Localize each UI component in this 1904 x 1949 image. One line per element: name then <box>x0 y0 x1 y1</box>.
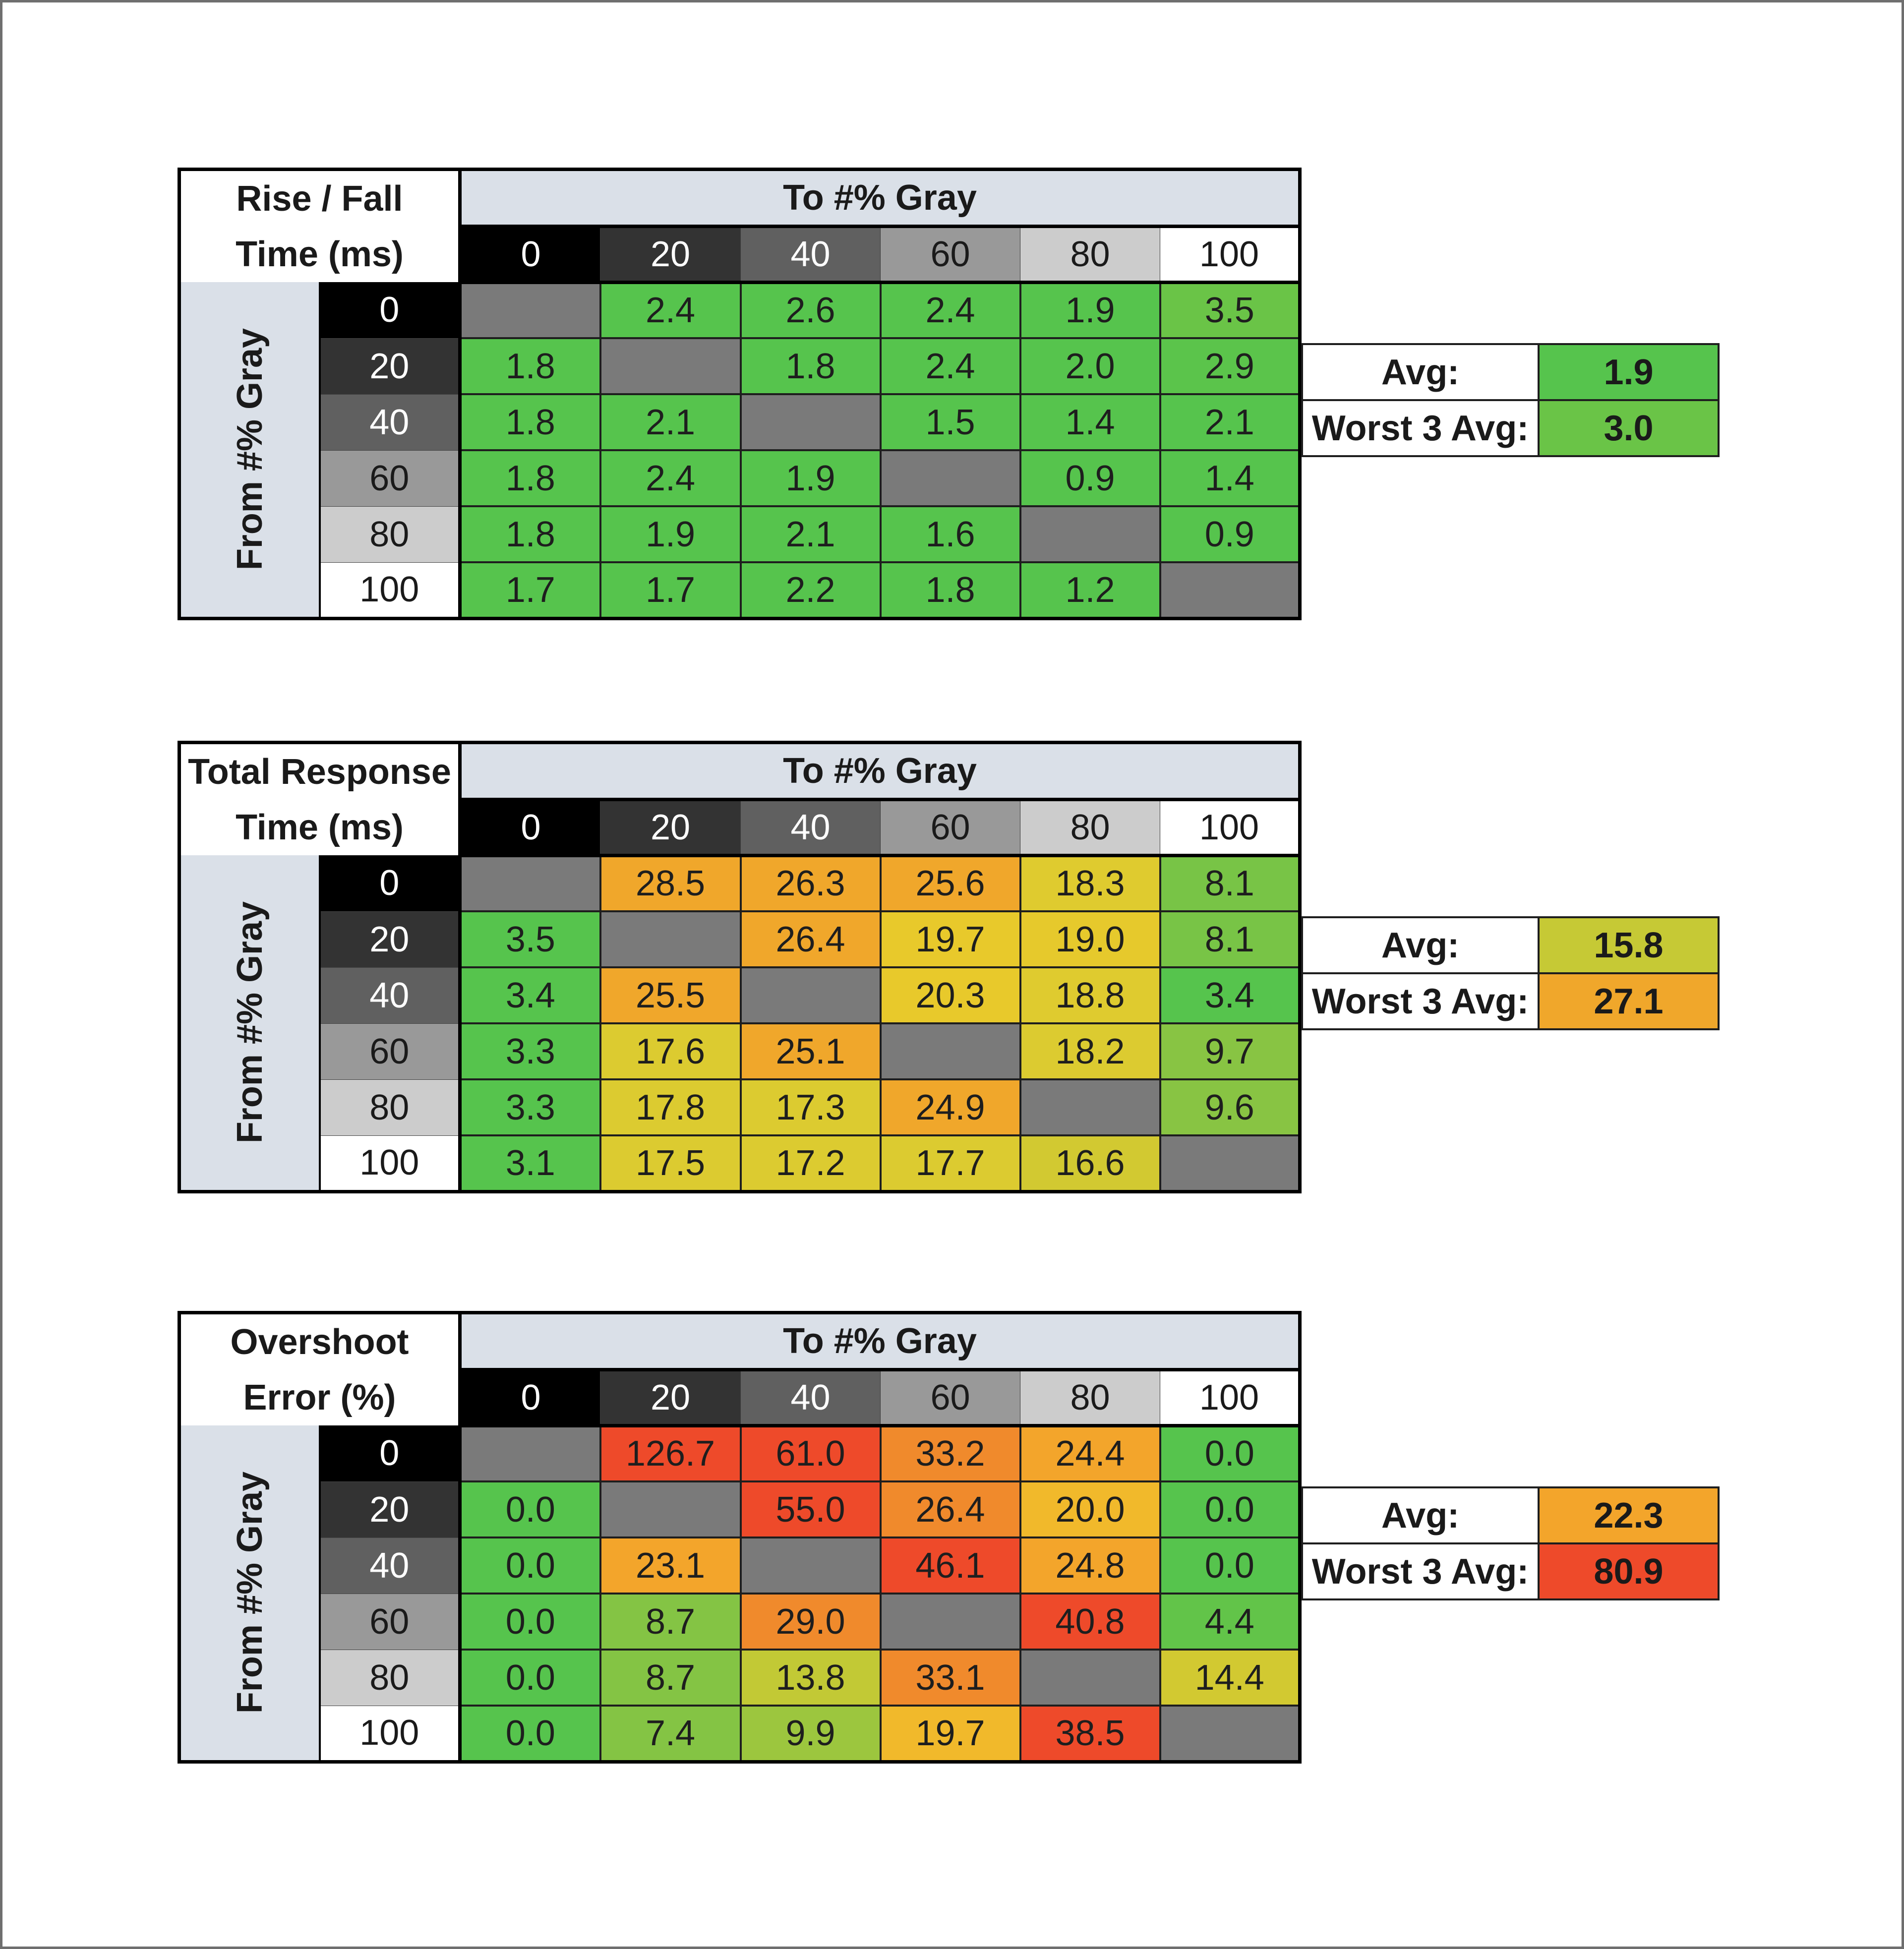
heatmap-cell: 24.4 <box>1020 1425 1160 1481</box>
heatmap-cell: 26.4 <box>881 1481 1020 1537</box>
heatmap-cell: 9.6 <box>1160 1079 1300 1135</box>
heatmap-cell: 3.5 <box>460 911 600 967</box>
heatmap-cell: 18.2 <box>1020 1023 1160 1079</box>
heatmap-cell: 0.0 <box>460 1481 600 1537</box>
from-gray-label: From #% Gray <box>230 1472 270 1714</box>
heatmap-cell: 1.9 <box>741 450 881 506</box>
heatmap-cell: 1.8 <box>460 450 600 506</box>
heatmap-cell <box>1160 1135 1300 1191</box>
heatmap-cell: 13.8 <box>741 1650 881 1706</box>
heatmap-cell: 25.1 <box>741 1023 881 1079</box>
table-title-line: Error (%) <box>243 1378 396 1417</box>
summary-value: 27.1 <box>1539 973 1719 1029</box>
heatmap-cell: 20.0 <box>1020 1481 1160 1537</box>
heatmap-cell: 29.0 <box>741 1594 881 1650</box>
heatmap-cell: 8.7 <box>600 1594 741 1650</box>
column-header: 100 <box>1160 1370 1300 1425</box>
heatmap-cell <box>1160 562 1300 618</box>
heatmap-cell: 3.3 <box>460 1079 600 1135</box>
heatmap-cell: 25.5 <box>600 967 741 1023</box>
heatmap-cell <box>460 282 600 338</box>
column-header: 0 <box>460 1370 600 1425</box>
column-header: 80 <box>1020 800 1160 855</box>
heatmap-cell <box>460 1425 600 1481</box>
heatmap-cell <box>600 911 741 967</box>
column-header: 80 <box>1020 227 1160 282</box>
table-title-line: Time (ms) <box>236 808 404 847</box>
to-gray-header: To #% Gray <box>460 170 1300 227</box>
column-header: 100 <box>1160 800 1300 855</box>
heatmap-cell: 0.0 <box>1160 1537 1300 1594</box>
heatmap-cell: 1.8 <box>460 338 600 394</box>
heatmap-cell <box>1020 1079 1160 1135</box>
summary-label: Avg: <box>1302 1487 1539 1543</box>
table-title-line: Total Response <box>188 752 451 792</box>
heatmap-cell: 8.1 <box>1160 911 1300 967</box>
heatmap-cell: 2.4 <box>600 282 741 338</box>
heatmap-cell <box>1020 506 1160 562</box>
heatmap-cell: 1.7 <box>460 562 600 618</box>
row-header: 40 <box>320 1537 460 1594</box>
heatmap-cell: 3.4 <box>1160 967 1300 1023</box>
column-header: 60 <box>881 227 1020 282</box>
heatmap-cell: 17.2 <box>741 1135 881 1191</box>
column-header: 20 <box>600 227 741 282</box>
heatmap-cell: 0.0 <box>1160 1425 1300 1481</box>
heatmap-cell <box>881 450 1020 506</box>
heatmap-cell: 1.7 <box>600 562 741 618</box>
heatmap-table <box>178 741 1302 1193</box>
heatmap-cell: 1.8 <box>460 506 600 562</box>
table-title-line: Time (ms) <box>236 235 404 274</box>
heatmap-cell: 23.1 <box>600 1537 741 1594</box>
summary-value: 3.0 <box>1539 400 1719 456</box>
row-header: 40 <box>320 967 460 1023</box>
heatmap-cell: 17.6 <box>600 1023 741 1079</box>
heatmap-cell: 17.5 <box>600 1135 741 1191</box>
heatmap-cell: 26.4 <box>741 911 881 967</box>
heatmap-cell <box>741 967 881 1023</box>
row-header: 20 <box>320 911 460 967</box>
heatmap-cell: 2.1 <box>741 506 881 562</box>
summary-table <box>1301 343 1720 457</box>
heatmap-cell: 4.4 <box>1160 1594 1300 1650</box>
row-header: 60 <box>320 1594 460 1650</box>
heatmap-cell: 2.1 <box>600 394 741 450</box>
summary-value: 80.9 <box>1539 1543 1719 1599</box>
row-header: 0 <box>320 282 460 338</box>
heatmap-cell: 1.9 <box>600 506 741 562</box>
row-header: 20 <box>320 338 460 394</box>
heatmap-cell: 1.8 <box>460 394 600 450</box>
heatmap-cell: 1.4 <box>1020 394 1160 450</box>
table-title <box>179 743 460 856</box>
heatmap-cell: 0.9 <box>1020 450 1160 506</box>
heatmap-cell <box>881 1594 1020 1650</box>
column-header: 60 <box>881 800 1020 855</box>
heatmap-cell <box>741 394 881 450</box>
heatmap-cell <box>1160 1706 1300 1762</box>
heatmap-cell: 0.0 <box>460 1537 600 1594</box>
heatmap-cell: 3.3 <box>460 1023 600 1079</box>
heatmap-cell: 17.3 <box>741 1079 881 1135</box>
column-header: 40 <box>741 1370 881 1425</box>
from-gray-label: From #% Gray <box>230 328 270 571</box>
heatmap-cell: 0.0 <box>460 1594 600 1650</box>
from-gray-header <box>179 1425 320 1762</box>
heatmap-cell: 19.0 <box>1020 911 1160 967</box>
heatmap-cell: 2.1 <box>1160 394 1300 450</box>
from-gray-header <box>179 855 320 1191</box>
summary-label: Worst 3 Avg: <box>1302 973 1539 1029</box>
heatmap-cell: 1.8 <box>741 338 881 394</box>
heatmap-cell: 1.5 <box>881 394 1020 450</box>
heatmap-cell <box>1020 1650 1160 1706</box>
heatmap-cell: 1.9 <box>1020 282 1160 338</box>
column-header: 20 <box>600 800 741 855</box>
summary-value: 15.8 <box>1539 917 1719 973</box>
heatmap-table <box>178 1311 1302 1764</box>
row-header: 0 <box>320 1425 460 1481</box>
table-title-line: Rise / Fall <box>236 179 403 219</box>
heatmap-cell: 126.7 <box>600 1425 741 1481</box>
heatmap-cell: 8.7 <box>600 1650 741 1706</box>
heatmap-cell: 1.6 <box>881 506 1020 562</box>
summary-table <box>1301 1486 1720 1600</box>
summary-label: Worst 3 Avg: <box>1302 400 1539 456</box>
row-header: 100 <box>320 562 460 618</box>
column-header: 40 <box>741 800 881 855</box>
table-title <box>179 1313 460 1426</box>
from-gray-label: From #% Gray <box>230 901 270 1144</box>
heatmap-cell: 2.6 <box>741 282 881 338</box>
heatmap-cell <box>600 1481 741 1537</box>
heatmap-cell: 25.6 <box>881 855 1020 911</box>
summary-value: 22.3 <box>1539 1487 1719 1543</box>
column-header: 60 <box>881 1370 1020 1425</box>
summary-value: 1.9 <box>1539 344 1719 400</box>
column-header: 0 <box>460 800 600 855</box>
heatmap-cell: 14.4 <box>1160 1650 1300 1706</box>
row-header: 60 <box>320 450 460 506</box>
row-header: 100 <box>320 1135 460 1191</box>
heatmap-cell: 2.2 <box>741 562 881 618</box>
heatmap-cell: 2.4 <box>600 450 741 506</box>
heatmap-cell: 40.8 <box>1020 1594 1160 1650</box>
heatmap-cell: 0.0 <box>460 1650 600 1706</box>
to-gray-header: To #% Gray <box>460 1313 1300 1370</box>
to-gray-header: To #% Gray <box>460 743 1300 800</box>
heatmap-cell <box>881 1023 1020 1079</box>
heatmap-cell: 19.7 <box>881 911 1020 967</box>
heatmap-cell: 46.1 <box>881 1537 1020 1594</box>
row-header: 100 <box>320 1706 460 1762</box>
heatmap-cell: 38.5 <box>1020 1706 1160 1762</box>
heatmap-cell: 9.9 <box>741 1706 881 1762</box>
row-header: 0 <box>320 855 460 911</box>
heatmap-cell: 26.3 <box>741 855 881 911</box>
row-header: 60 <box>320 1023 460 1079</box>
heatmap-cell: 18.3 <box>1020 855 1160 911</box>
heatmap-cell: 16.6 <box>1020 1135 1160 1191</box>
column-header: 0 <box>460 227 600 282</box>
table-title <box>179 170 460 283</box>
heatmap-cell: 24.9 <box>881 1079 1020 1135</box>
heatmap-cell: 33.2 <box>881 1425 1020 1481</box>
heatmap-cell: 61.0 <box>741 1425 881 1481</box>
heatmap-cell: 17.7 <box>881 1135 1020 1191</box>
heatmap-cell: 2.0 <box>1020 338 1160 394</box>
summary-label: Worst 3 Avg: <box>1302 1543 1539 1599</box>
table-title-line: Overshoot <box>230 1322 409 1362</box>
row-header: 80 <box>320 506 460 562</box>
heatmap-cell: 28.5 <box>600 855 741 911</box>
heatmap-cell: 55.0 <box>741 1481 881 1537</box>
heatmap-cell: 33.1 <box>881 1650 1020 1706</box>
row-header: 80 <box>320 1650 460 1706</box>
row-header: 40 <box>320 394 460 450</box>
summary-table <box>1301 916 1720 1030</box>
heatmap-cell: 0.0 <box>1160 1481 1300 1537</box>
heatmap-cell: 3.4 <box>460 967 600 1023</box>
column-header: 80 <box>1020 1370 1160 1425</box>
heatmap-cell: 18.8 <box>1020 967 1160 1023</box>
heatmap-cell: 20.3 <box>881 967 1020 1023</box>
heatmap-cell: 19.7 <box>881 1706 1020 1762</box>
heatmap-cell: 1.2 <box>1020 562 1160 618</box>
summary-label: Avg: <box>1302 344 1539 400</box>
heatmap-cell: 2.4 <box>881 282 1020 338</box>
heatmap-cell: 24.8 <box>1020 1537 1160 1594</box>
column-header: 40 <box>741 227 881 282</box>
heatmap-cell: 0.9 <box>1160 506 1300 562</box>
heatmap-cell <box>741 1537 881 1594</box>
from-gray-header <box>179 282 320 618</box>
row-header: 20 <box>320 1481 460 1537</box>
heatmap-cell: 2.9 <box>1160 338 1300 394</box>
heatmap-cell: 9.7 <box>1160 1023 1300 1079</box>
heatmap-cell <box>600 338 741 394</box>
heatmap-cell: 3.5 <box>1160 282 1300 338</box>
column-header: 20 <box>600 1370 741 1425</box>
summary-label: Avg: <box>1302 917 1539 973</box>
heatmap-cell: 8.1 <box>1160 855 1300 911</box>
row-header: 80 <box>320 1079 460 1135</box>
heatmap-cell: 1.8 <box>881 562 1020 618</box>
heatmap-cell: 17.8 <box>600 1079 741 1135</box>
heatmap-cell: 7.4 <box>600 1706 741 1762</box>
heatmap-table <box>178 168 1302 620</box>
heatmap-cell: 2.4 <box>881 338 1020 394</box>
heatmap-cell: 3.1 <box>460 1135 600 1191</box>
column-header: 100 <box>1160 227 1300 282</box>
heatmap-cell <box>460 855 600 911</box>
heatmap-cell: 0.0 <box>460 1706 600 1762</box>
heatmap-cell: 1.4 <box>1160 450 1300 506</box>
